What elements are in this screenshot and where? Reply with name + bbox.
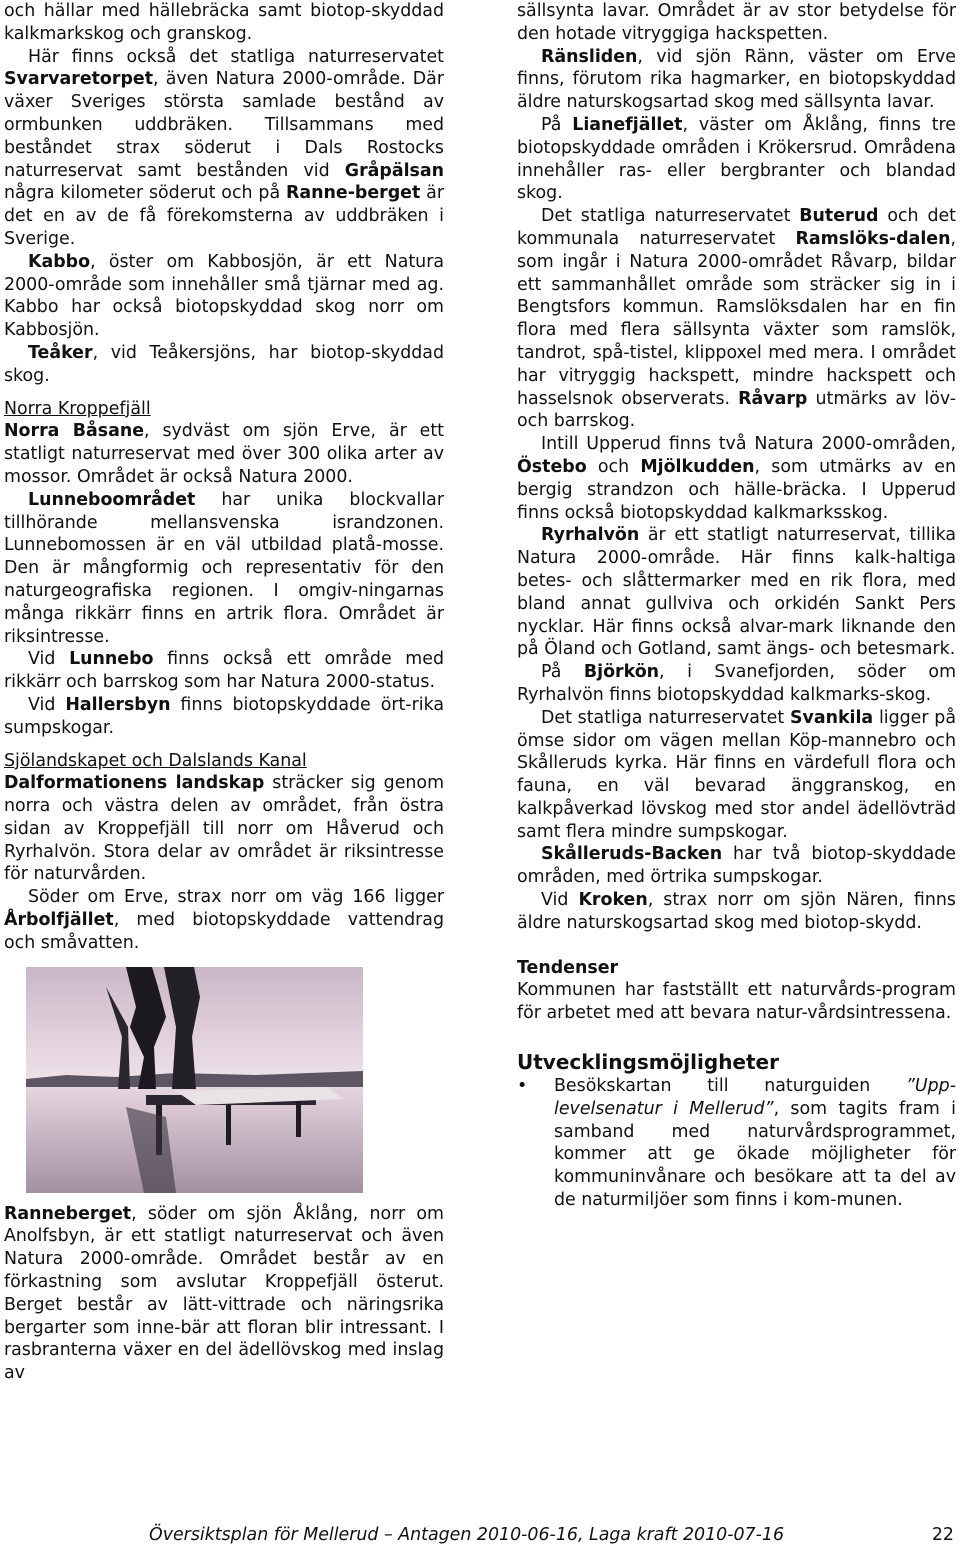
page-footer <box>0 1524 960 1548</box>
left-column <box>4 0 444 1385</box>
right-column <box>517 0 956 1212</box>
paragraph: Ränsliden, vid sjön Ränn, väster om Erve finns, förutom rika hagmarker, en biotopskyddad äldre naturskogsartad skog med sällsynta lavar. <box>517 46 956 113</box>
paragraph: På Lianefjället, väster om Åklång, finns tre biotopskyddade områden i Krökersrud. Områdena innehåller ras- eller bergbranter och blandad skog. <box>517 114 956 204</box>
paragraph: Vid Hallersbyn finns biotopskyddade ört-rika sumpskogar. <box>4 694 444 738</box>
paragraph: Ranneberget, söder om sjön Åklång, norr om Anolfsbyn, är ett statligt naturreservat och även Natura 2000-område. Området består av en förkastning som avslutar Kroppefjäll österut. Berget består av lätt-vittrade och näringsrika bergarter som inne-bär att floran blir intressant. I rasbranterna växer en del ädellövskog med inslag av <box>4 1203 444 1384</box>
paragraph: Dalformationens landskap sträcker sig genom norra och västra delen av området, från östra sidan av Kroppefjäll till norr om Håverud och Ryrhalvön. Stora delar av området är riksintresse för naturvården. <box>4 773 445 885</box>
paragraph: Söder om Erve, strax norr om väg 166 ligger Årbolfjället, med biotopskyddade vattendrag och småvatten. <box>4 887 444 953</box>
paragraph: och hällar med hällebräcka samt biotop-skyddad kalkmarkskog och granskog. <box>4 1 444 44</box>
paragraph: Ryrhalvön är ett statligt naturreservat, tillika Natura 2000-område. Här finns kalk-haltiga betes- och slåttermarker med en rik flora, med bland annat gullviva och orkidén Sankt Pers nycklar. Här finns också alvar-mark liknande den på Öland och Gotland, samt ängs- och betesmark. <box>517 525 956 660</box>
paragraph: Det statliga naturreservatet Buterud och det kommunala naturreservatet Ramslöks-dalen, som ingår i Natura 2000-området Råvarp, bildar ett sammanhållet område som sträcker sig in i Bengtsfors kommun. Ramslöksdalen har en fin flora med flera sällsynta växter som ramslök, tandrot, spå-tistel, klippoxel med mera. I området har vitryggig hackspett, mindre hackspett och hasselsnok observerats. Råvarp utmärks av löv- och barrskog. <box>517 206 956 432</box>
lake-dock-photo <box>26 967 363 1193</box>
bullet-icon: • <box>517 1076 528 1097</box>
paragraph: Vid Lunnebo finns också ett område med rikkärr och barrskog som har Natura 2000-status. <box>4 649 444 693</box>
paragraph: Teåker, vid Teåkersjöns, har biotop-skyddad skog. <box>4 342 444 386</box>
paragraph: Vid Kroken, strax norr om sjön Nären, finns äldre naturskogsartad skog med biotop-skydd. <box>517 890 956 933</box>
paragraph: Kommunen har fastställt ett naturvårds-program för arbetet med att bevara natur-vårdsintressena. <box>517 980 956 1024</box>
paragraph: Kabbo, öster om Kabbosjön, är ett Natura 2000-område som innehåller små tjärnar med ag. Kabbo har också biotopskyddad skog norr om Kabbosjön. <box>4 251 444 341</box>
bullet-item: • Besökskartan till naturguiden ”Upp-levelsenatur i Mellerud”, som tagits fram i samband med naturvårdsprogrammet, kommer att ge ökade möjligheter för kommuninvånare och besökare att ta del av de naturmiljöer som finns i kom-munen. <box>517 1076 956 1211</box>
section-heading: Norra Kroppefjäll <box>4 398 151 419</box>
paragraph: Här finns också det statliga naturreservatet Svarvaretorpet, även Natura 2000-område. Där växer Sveriges största samlade bestånd av ormbunken uddbräken. Tillsammans med beståndet strax söderut i Dals Rostocks naturreservat samt bestånden vid Gråpälsan några kilometer söderut och på Ranne-berget är det en av de få förekomsterna av uddbräken i Sverige. <box>4 46 444 249</box>
paragraph: sällsynta lavar. Området är av stor betydelse för den hotade vitryggiga hackspetten. <box>517 1 956 44</box>
section-heading: Sjölandskapet och Dalslands Kanal <box>4 750 307 771</box>
heading-tendenser: Tendenser <box>517 957 619 978</box>
paragraph: På Björkön, i Svanefjorden, söder om Ryrhalvön finns biotopskyddad kalkmarks-skog. <box>517 662 957 705</box>
paragraph: Lunneboområdet har unika blockvallar tillhörande mellansvenska israndzonen. Lunnebomossen är en väl utbildad platå-mosse. Den är mångformig och representativ för den naturgeografiska regionen. I omgiv-ningarnas många rikkärr finns en artrik flora. Området är riksintresse. <box>4 489 444 647</box>
photo-illustration <box>26 967 363 1193</box>
footer-text: Översiktsplan för Mellerud – Antagen 2010-06-16, Laga kraft 2010-07-16 <box>149 1525 785 1545</box>
paragraph: Det statliga naturreservatet Svankila ligger på ömse sidor om vägen mellan Köp-mannebro och Skålleruds kyrka. Här finns en värdefull flora och fauna, en väl bevarad änggranskog, en kalkpåverkad lövskog med stor andel ädellövträd samt flera mindre sumpskogar. <box>517 707 957 842</box>
paragraph: Norra Båsane, sydväst om sjön Erve, är ett statligt naturreservat med över 300 olika arter av mossor. Området är också Natura 2000. <box>4 421 444 487</box>
heading-utvecklingsmojligheter: Utvecklingsmöjligheter <box>517 1050 779 1075</box>
paragraph: Skålleruds-Backen har två biotop-skyddade områden, med örtrika sumpskogar. <box>517 844 956 888</box>
page-number: 22 <box>931 1525 954 1545</box>
paragraph: Intill Upperud finns två Natura 2000-områden, Östebo och Mjölkudden, som utmärks av en bergig strandzon och hälle-bräcka. I Upperud finns också biotopskyddad kalkmarksskog. <box>517 434 957 523</box>
